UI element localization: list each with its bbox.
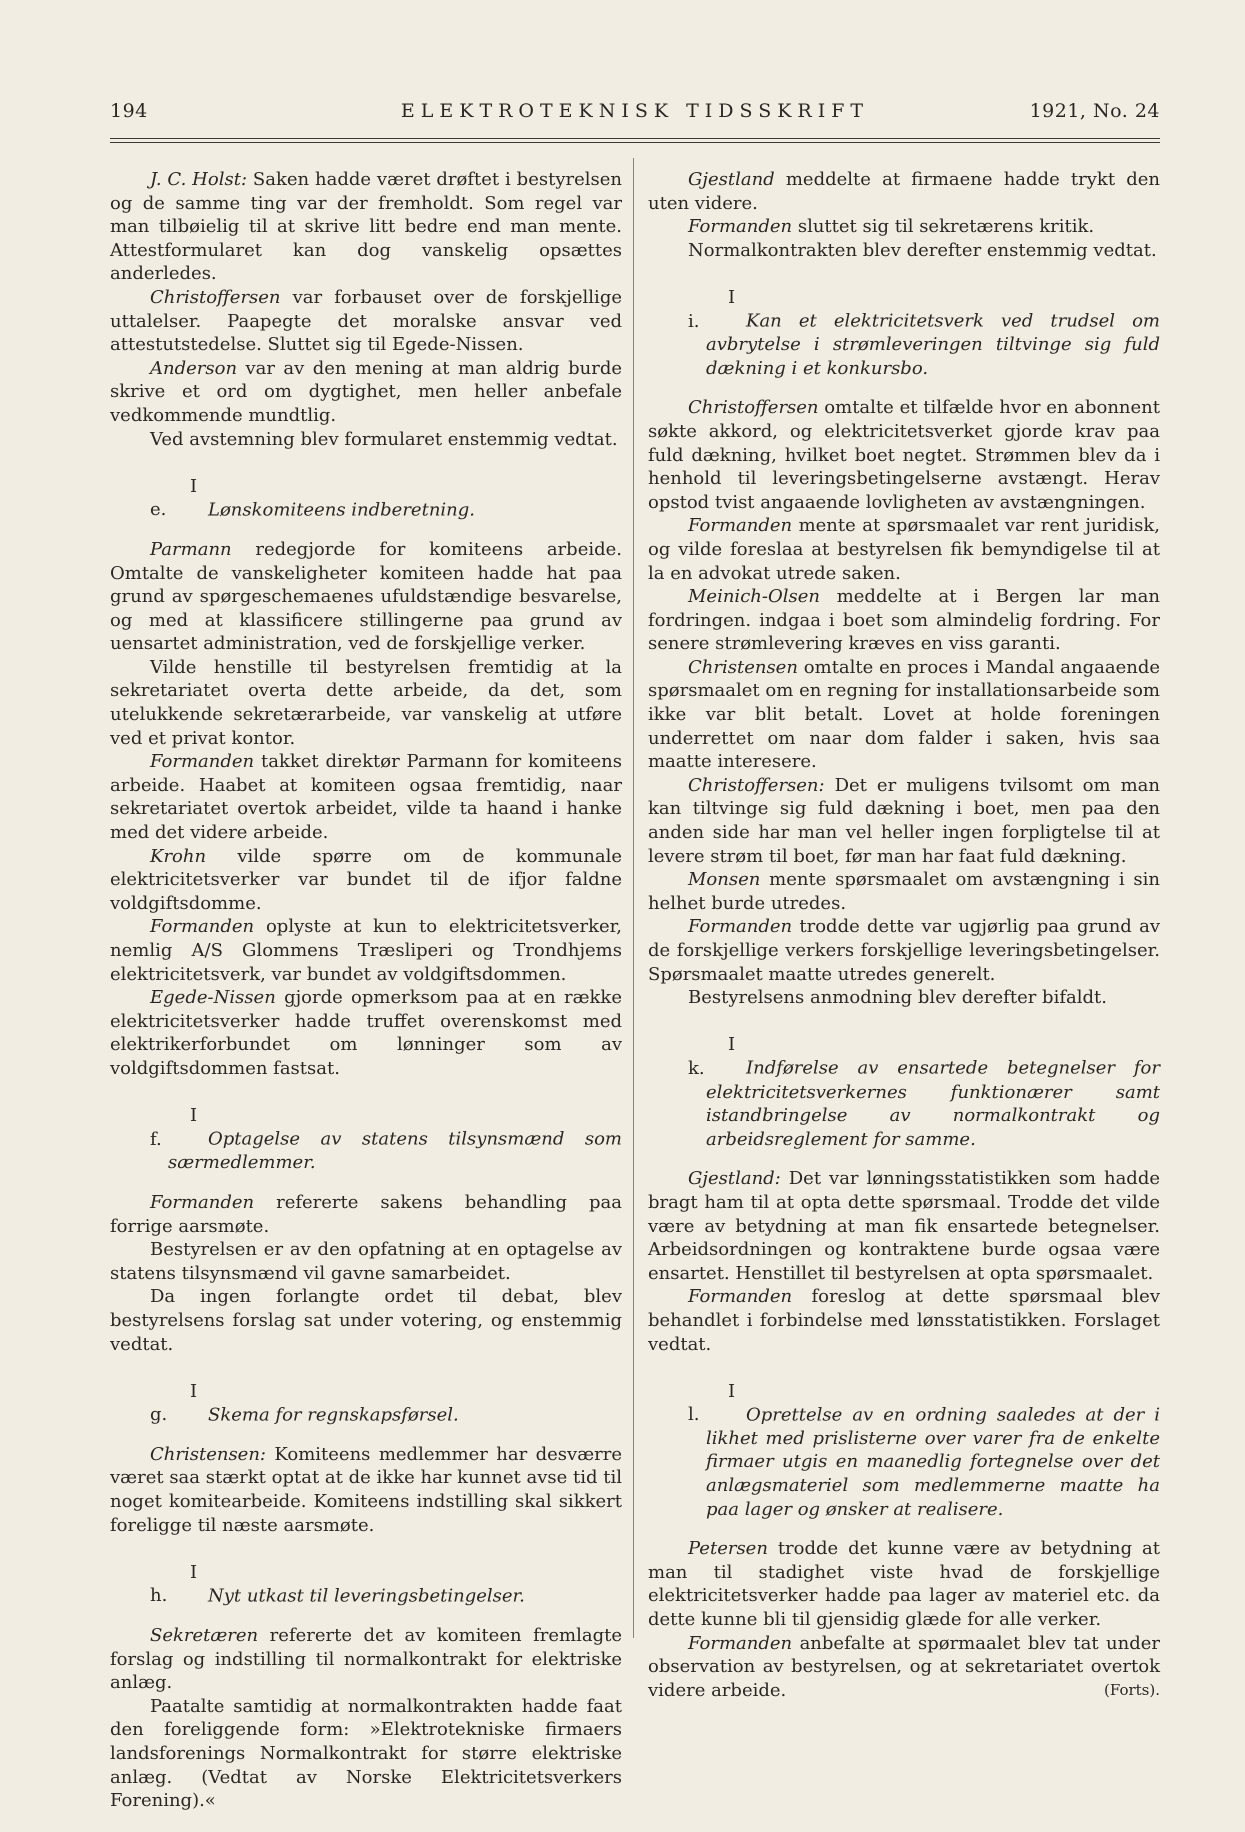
paragraph: [110, 1191, 622, 1238]
paragraph-text: Vilde henstille til bestyrelsen fremtidig at la sekretariatet overta dette arbeide, da det, som utelukkende sekretærarbeide, var vanskelig at utføre ved et privat kontor.: [110, 656, 622, 749]
paragraph-text: mente at spørsmaalet var rent juridisk, og vilde foreslaa at bestyrelsen fik bemyndigelse til at la en advokat utrede saken.: [648, 515, 1160, 584]
paragraph: [110, 986, 622, 1080]
paragraph: [648, 915, 1160, 986]
paragraph: [110, 538, 622, 656]
speaker-name: Christoffersen: [688, 397, 819, 419]
speaker-name: Christoffersen: [150, 286, 281, 308]
paragraph-text: redegjorde for komiteens arbeide. Omtalte de vanskeligheter komiteen hadde hat paa grund av spørgeschemaenes ufuldstændige besvarelse, og med at klassificere stillingerne paa grund av uensartet administration, ved de forskjellige verker.: [110, 538, 622, 655]
paragraph-text: refererte det av komiteen fremlagte forslag og indstilling til normalkontrakt for elektriske anlæg.: [110, 1625, 622, 1694]
paragraph-text: meddelte at firmaene hadde trykt den uten videre.: [648, 169, 1160, 214]
speaker-name: J. C. Holst:: [150, 169, 248, 190]
continued-note: (Forts).: [1104, 1680, 1160, 1699]
speaker-name: Formanden: [150, 751, 255, 773]
column-divider: [633, 158, 634, 1638]
section-title: Lønskomiteens indberetning.: [208, 499, 476, 521]
section-number: I h.: [150, 1561, 198, 1607]
speaker-name: Christoffersen:: [688, 774, 825, 796]
paragraph: [110, 357, 622, 428]
journal-title: ELEKTROTEKNISK TIDSSKRIFT: [400, 100, 870, 122]
paragraph-text: omtalte et tilfælde hvor en abonnent søkte akkord, og elektricitetsverket gjorde krav paa fuld dækning, hvilket boet negtet. Strømmen blev da i henhold til leveringsbetingelserne avstængt. Herav opstod tvist angaaende lovligheten av avstængningen.: [648, 397, 1160, 513]
speaker-name: Meinich-Olsen: [688, 586, 820, 608]
paragraph-text: Det er muligens tvilsomt om man kan tiltvinge sig fuld dækning i boet, men paa den anden side har man vel heller ingen forpligtelse til at levere strøm til boet, før man har faat fuld dækning.: [648, 774, 1160, 867]
paragraph: [110, 1285, 622, 1356]
speaker-name: Petersen: [688, 1538, 768, 1560]
header-rule: [110, 138, 1160, 139]
section-title: Optagelse av statens tilsynsmænd som særmedlemmer.: [168, 1128, 622, 1174]
paragraph-text: meddelte at i Bergen lar man fordringen. indgaa i boet som almindelig fordring. For senere strømlevering kræves en viss garanti.: [648, 586, 1160, 655]
paragraph-text: takket direktør Parmann for komiteens arbeide. Haabet at komiteen ogsaa fremtidig, naar sekretariatet overtok arbeidet, vilde ta haand i hanke med det videre arbeide.: [110, 751, 622, 844]
paragraph-text: Normalkontrakten blev derefter enstemmig vedtat.: [688, 239, 1157, 261]
speaker-name: Parmann: [150, 538, 232, 560]
speaker-name: Christensen:: [150, 1443, 266, 1465]
paragraph-text: Bestyrelsens anmodning blev derefter bifaldt.: [688, 987, 1107, 1009]
paragraph-text: vilde spørre om de kommunale elektricitetsverker var bundet til de ifjor faldne voldgiftsdomme.: [110, 845, 622, 914]
paragraph: [110, 286, 622, 357]
paragraph-text: var av den mening at man aldrig burde skrive et ord om dygtighet, men heller anbefale vedkommende mundtlig.: [110, 357, 622, 426]
paragraph: [648, 1632, 1160, 1703]
speaker-name: Formanden: [688, 1632, 793, 1654]
paragraph: [110, 1624, 622, 1695]
paragraph-text: Komiteens medlemmer har desværre været saa stærkt optat at de ikke har kunnet avse tid til noget komitearbeide. Komiteens indstilling skal sikkert foreligge til næste aarsmøte.: [110, 1443, 622, 1536]
speaker-name: Anderson: [150, 357, 238, 379]
section-heading: [648, 1033, 1160, 1151]
section-number: I k.: [688, 1034, 736, 1079]
paragraph: [110, 1443, 622, 1537]
section-number: I e.: [150, 475, 198, 521]
paragraph: [648, 986, 1160, 1010]
speaker-name: Gjestland: [688, 169, 775, 190]
paragraph-text: Bestyrelsen er av den opfatning at en optagelse av statens tilsynsmænd vil gavne samarbeidet.: [110, 1239, 622, 1284]
paragraph: [648, 168, 1160, 215]
paragraph-text: foreslog at dette spørsmaal blev behandlet i forbindelse med lønsstatistikken. Forslaget vedtat.: [648, 1286, 1160, 1355]
paragraph: [110, 168, 622, 286]
paragraph: [110, 845, 622, 916]
section-heading: [110, 1104, 622, 1175]
section-title: Indførelse av ensartede betegnelser for elektricitetsverkernes funktionærer samt istandbringelse av normalkontrakt og arbeidsreglement for samme.: [706, 1057, 1160, 1150]
paragraph: [648, 215, 1160, 239]
speaker-name: Krohn: [150, 845, 207, 867]
paragraph-text: trodde det kunne være av betydning at man til stadighet viste hvad de forskjellige elektricitetsverker hadde paa lager av materiel etc. da dette kunne bli til gjensidig glæde for alle verker.: [648, 1538, 1160, 1631]
paragraph-text: mente spørsmaalet om avstængning i sin helhet burde utredes.: [648, 869, 1160, 914]
left-column: [110, 168, 622, 1813]
section-title: Oprettelse av en ordning saaledes at der i likhet med prislisterne over varer fra de enkelte firmaer utgis en maanedlig fortegnelse over det anlægsmateriel som medlemmerne maatte ha paa lager og ønsker at realisere.: [706, 1404, 1160, 1520]
speaker-name: Sekretæren: [150, 1625, 259, 1647]
paragraph-text: omtalte en proces i Mandal angaaende spørsmaalet om en regning for installationsarbeide som ikke var blit betalt. Lovet at holde foreningen underrettet om naar dom falder i saken, hvis saa maatte interesere.: [648, 656, 1160, 773]
paragraph: [110, 1238, 622, 1285]
speaker-name: Formanden: [688, 1286, 793, 1308]
paragraph-text: Saken hadde været drøftet i bestyrelsen og de samme ting var der fremholdt. Som regel var man tilbøielig til at skrive litt bedre end man mente. Attestformularet kan dog vanskelig opsættes anderledes.: [110, 169, 622, 285]
paragraph-text: oplyste at kun to elektricitetsverker, nemlig A/S Glommens Træsliperi og Trondhjems elektricitetsverk, var bundet av voldgiftsdommen.: [110, 916, 622, 985]
paragraph: [648, 396, 1160, 514]
section-title: Kan et elektricitetsverk ved trudsel om avbrytelse i strømleveringen tiltvinge sig fuld dækning i et konkursbo.: [706, 310, 1160, 379]
section-number: I l.: [688, 1380, 736, 1426]
section-heading: [648, 286, 1160, 380]
speaker-name: Formanden: [150, 1191, 255, 1213]
issue-label: 1921, No. 24: [1029, 100, 1160, 122]
speaker-name: Formanden: [688, 916, 793, 938]
paragraph-text: Paatalte samtidig at normalkontrakten hadde faat den foreliggende form: »Elektrotekniske firmaers landsforenings Normalkontrakt for større elektriske anlæg. (Vedtat av Norske Elektricitetsverkers Forening).«: [110, 1695, 622, 1812]
paragraph: [648, 514, 1160, 585]
speaker-name: Egede-Nissen: [150, 987, 276, 1009]
section-heading: [648, 1380, 1160, 1522]
paragraph-text: var forbauset over de forskjellige uttalelser. Paapegte det moralske ansvar ved attestutstedelse. Sluttet sig til Egede-Nissen.: [110, 286, 622, 356]
paragraph-text: sluttet sig til sekretærens kritik.: [792, 216, 1095, 238]
paragraph-text: Det var lønningsstatistikken som hadde bragt ham til at opta dette spørsmaal. Trodde det vilde være av betydning at man fik ensartede betegnelser. Arbeidsordningen og kontraktene burde ogsaa være ensartet. Henstillet til bestyrelsen at opta spørsmaalet.: [648, 1168, 1160, 1284]
right-column: [648, 168, 1160, 1702]
paragraph-text: refererte sakens behandling paa forrige aarsmøte.: [110, 1191, 622, 1237]
section-heading: [110, 475, 622, 522]
paragraph: [110, 428, 622, 452]
paragraph: [648, 868, 1160, 915]
paragraph: [648, 1167, 1160, 1285]
speaker-name: Formanden: [688, 216, 793, 238]
speaker-name: Formanden: [688, 515, 793, 537]
paragraph-text: anbefalte at spørmaalet blev tat under observation av bestyrelsen, og at sekretariatet overtok videre arbeide.: [648, 1632, 1160, 1701]
speaker-name: Christensen: [688, 656, 798, 678]
paragraph: [110, 750, 622, 844]
section-heading: [110, 1561, 622, 1608]
paragraph: [648, 774, 1160, 868]
page-number: 194: [110, 100, 148, 122]
paragraph: [648, 239, 1160, 263]
header-rule-double: [110, 142, 1160, 143]
paragraph: [110, 1695, 622, 1813]
section-number: I f.: [150, 1105, 198, 1150]
section-heading: [110, 1380, 622, 1427]
section-number: I i.: [688, 286, 736, 332]
paragraph-text: Ved avstemning blev formularet enstemmig vedtat.: [150, 428, 618, 450]
section-title: Skema for regnskapsførsel.: [208, 1404, 459, 1426]
paragraph-text: Da ingen forlangte ordet til debat, blev bestyrelsens forslag sat under votering, og enstemmig vedtat.: [110, 1286, 622, 1355]
paragraph: [648, 1285, 1160, 1356]
paragraph: [648, 585, 1160, 656]
paragraph: [648, 656, 1160, 774]
paragraph-text: trodde dette var ugjørlig paa grund av de forskjellige verkers forskjellige leveringsbetingelser. Spørsmaalet maatte utredes generelt.: [648, 916, 1160, 985]
section-number: I g.: [150, 1380, 198, 1426]
speaker-name: Monsen: [688, 869, 761, 891]
speaker-name: Gjestland:: [688, 1168, 781, 1190]
paragraph: [648, 1537, 1160, 1631]
paragraph-text: gjorde opmerksom paa at en række elektricitetsverker hadde truffet overenskomst med elektrikerforbundet om lønninger som av voldgiftsdommen fastsat.: [110, 987, 622, 1079]
paragraph: [110, 656, 622, 750]
section-title: Nyt utkast til leveringsbetingelser.: [208, 1585, 525, 1607]
paragraph: [110, 915, 622, 986]
speaker-name: Formanden: [150, 916, 255, 938]
